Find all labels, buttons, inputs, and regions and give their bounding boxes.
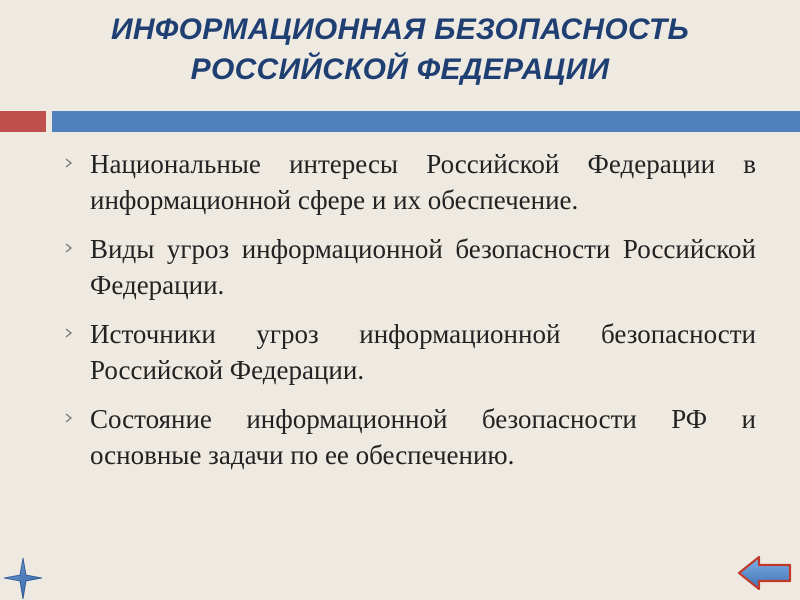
bullet-text: Виды угроз информационной безопасности Российской Федерации. [90, 234, 756, 300]
bullet-item [60, 146, 756, 218]
bullet-item [60, 231, 756, 303]
bullet-list [60, 146, 756, 486]
accent-bar-blue [52, 111, 800, 132]
compass-star-icon [2, 556, 44, 600]
back-arrow-button[interactable] [737, 554, 793, 592]
bullet-item [60, 401, 756, 473]
bullet-text: Национальные интересы Российской Федерации в информационной сфере и их обеспечение. [90, 149, 756, 215]
chevron-right-icon [62, 407, 76, 429]
slide-title-line-2: РОССИЙСКОЙ ФЕДЕРАЦИИ [190, 53, 610, 86]
bullet-text: Состояние информационной безопасности РФ и основные задачи по ее обеспечению. [90, 404, 756, 470]
slide-title-line-1: ИНФОРМАЦИОННАЯ БЕЗОПАСНОСТЬ [111, 13, 689, 46]
bullet-text: Источники угроз информационной безопасности Российской Федерации. [90, 319, 756, 385]
slide-title [20, 10, 780, 90]
chevron-right-icon [62, 152, 76, 174]
chevron-right-icon [62, 322, 76, 344]
accent-bar-red [0, 111, 46, 132]
bullet-item [60, 316, 756, 388]
chevron-right-icon [62, 237, 76, 259]
